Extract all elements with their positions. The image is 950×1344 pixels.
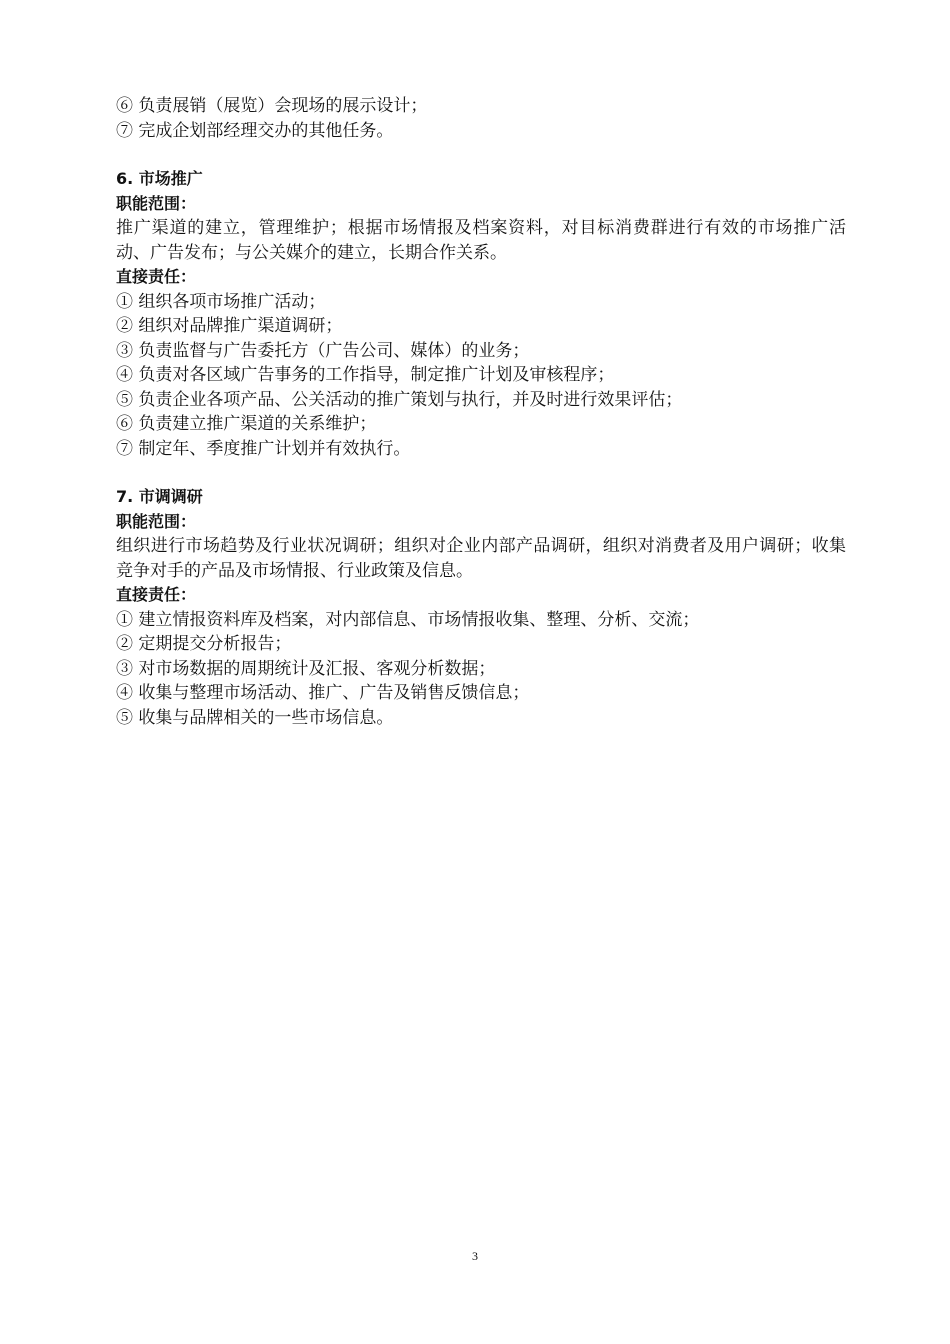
list-item: ⑤ 负责企业各项产品、公关活动的推广策划与执行，并及时进行效果评估； — [116, 389, 683, 410]
list-item: ④ 收集与整理市场活动、推广、广告及销售反馈信息； — [116, 683, 530, 703]
spacer — [116, 143, 846, 167]
list-item: ① 建立情报资料库及档案，对内部信息、市场情报收集、整理、分析、交流； — [116, 609, 700, 630]
duty-label: 直接责任： — [116, 267, 197, 286]
section-heading-market-promotion: 6. 市场推广 — [116, 169, 203, 188]
list-item: ⑦ 制定年、季度推广计划并有效执行。 — [116, 438, 411, 459]
list-item: ① 组织各项市场推广活动； — [116, 291, 326, 312]
scope-label: 职能范围： — [116, 193, 197, 213]
list-item: ④ 负责对各区域广告事务的工作指导，制定推广计划及审核程序； — [116, 365, 615, 385]
scope-label: 职能范围： — [116, 511, 197, 531]
spacer — [116, 461, 846, 485]
scope-paragraph: 推广渠道的建立，管理维护；根据市场情报及档案资料，对目标消费群进行有效的市场推广活动、广告发布；与公关媒介的建立，长期合作关系。 — [116, 218, 846, 263]
list-item: ⑥ 负责展销（展览）会现场的展示设计； — [116, 96, 428, 116]
section-heading-market-research: 7. 市调调研 — [116, 487, 203, 506]
list-item: ⑤ 收集与品牌相关的一些市场信息。 — [116, 707, 394, 728]
list-item: ② 组织对品牌推广渠道调研； — [116, 316, 343, 336]
scope-paragraph: 组织进行市场趋势及行业状况调研；组织对企业内部产品调研，组织对消费者及用户调研；收集竞争对手的产品及市场情报、行业政策及信息。 — [116, 536, 846, 581]
document-page — [116, 94, 846, 730]
list-item: ③ 负责监督与广告委托方（广告公司、媒体）的业务； — [116, 340, 530, 361]
page-number: 3 — [472, 1249, 478, 1263]
list-item: ③ 对市场数据的周期统计及汇报、客观分析数据； — [116, 658, 496, 679]
list-item: ⑥ 负责建立推广渠道的关系维护； — [116, 414, 377, 434]
list-item: ② 定期提交分析报告； — [116, 634, 292, 654]
list-item: ⑦ 完成企划部经理交办的其他任务。 — [116, 120, 394, 141]
duty-label: 直接责任： — [116, 585, 197, 604]
